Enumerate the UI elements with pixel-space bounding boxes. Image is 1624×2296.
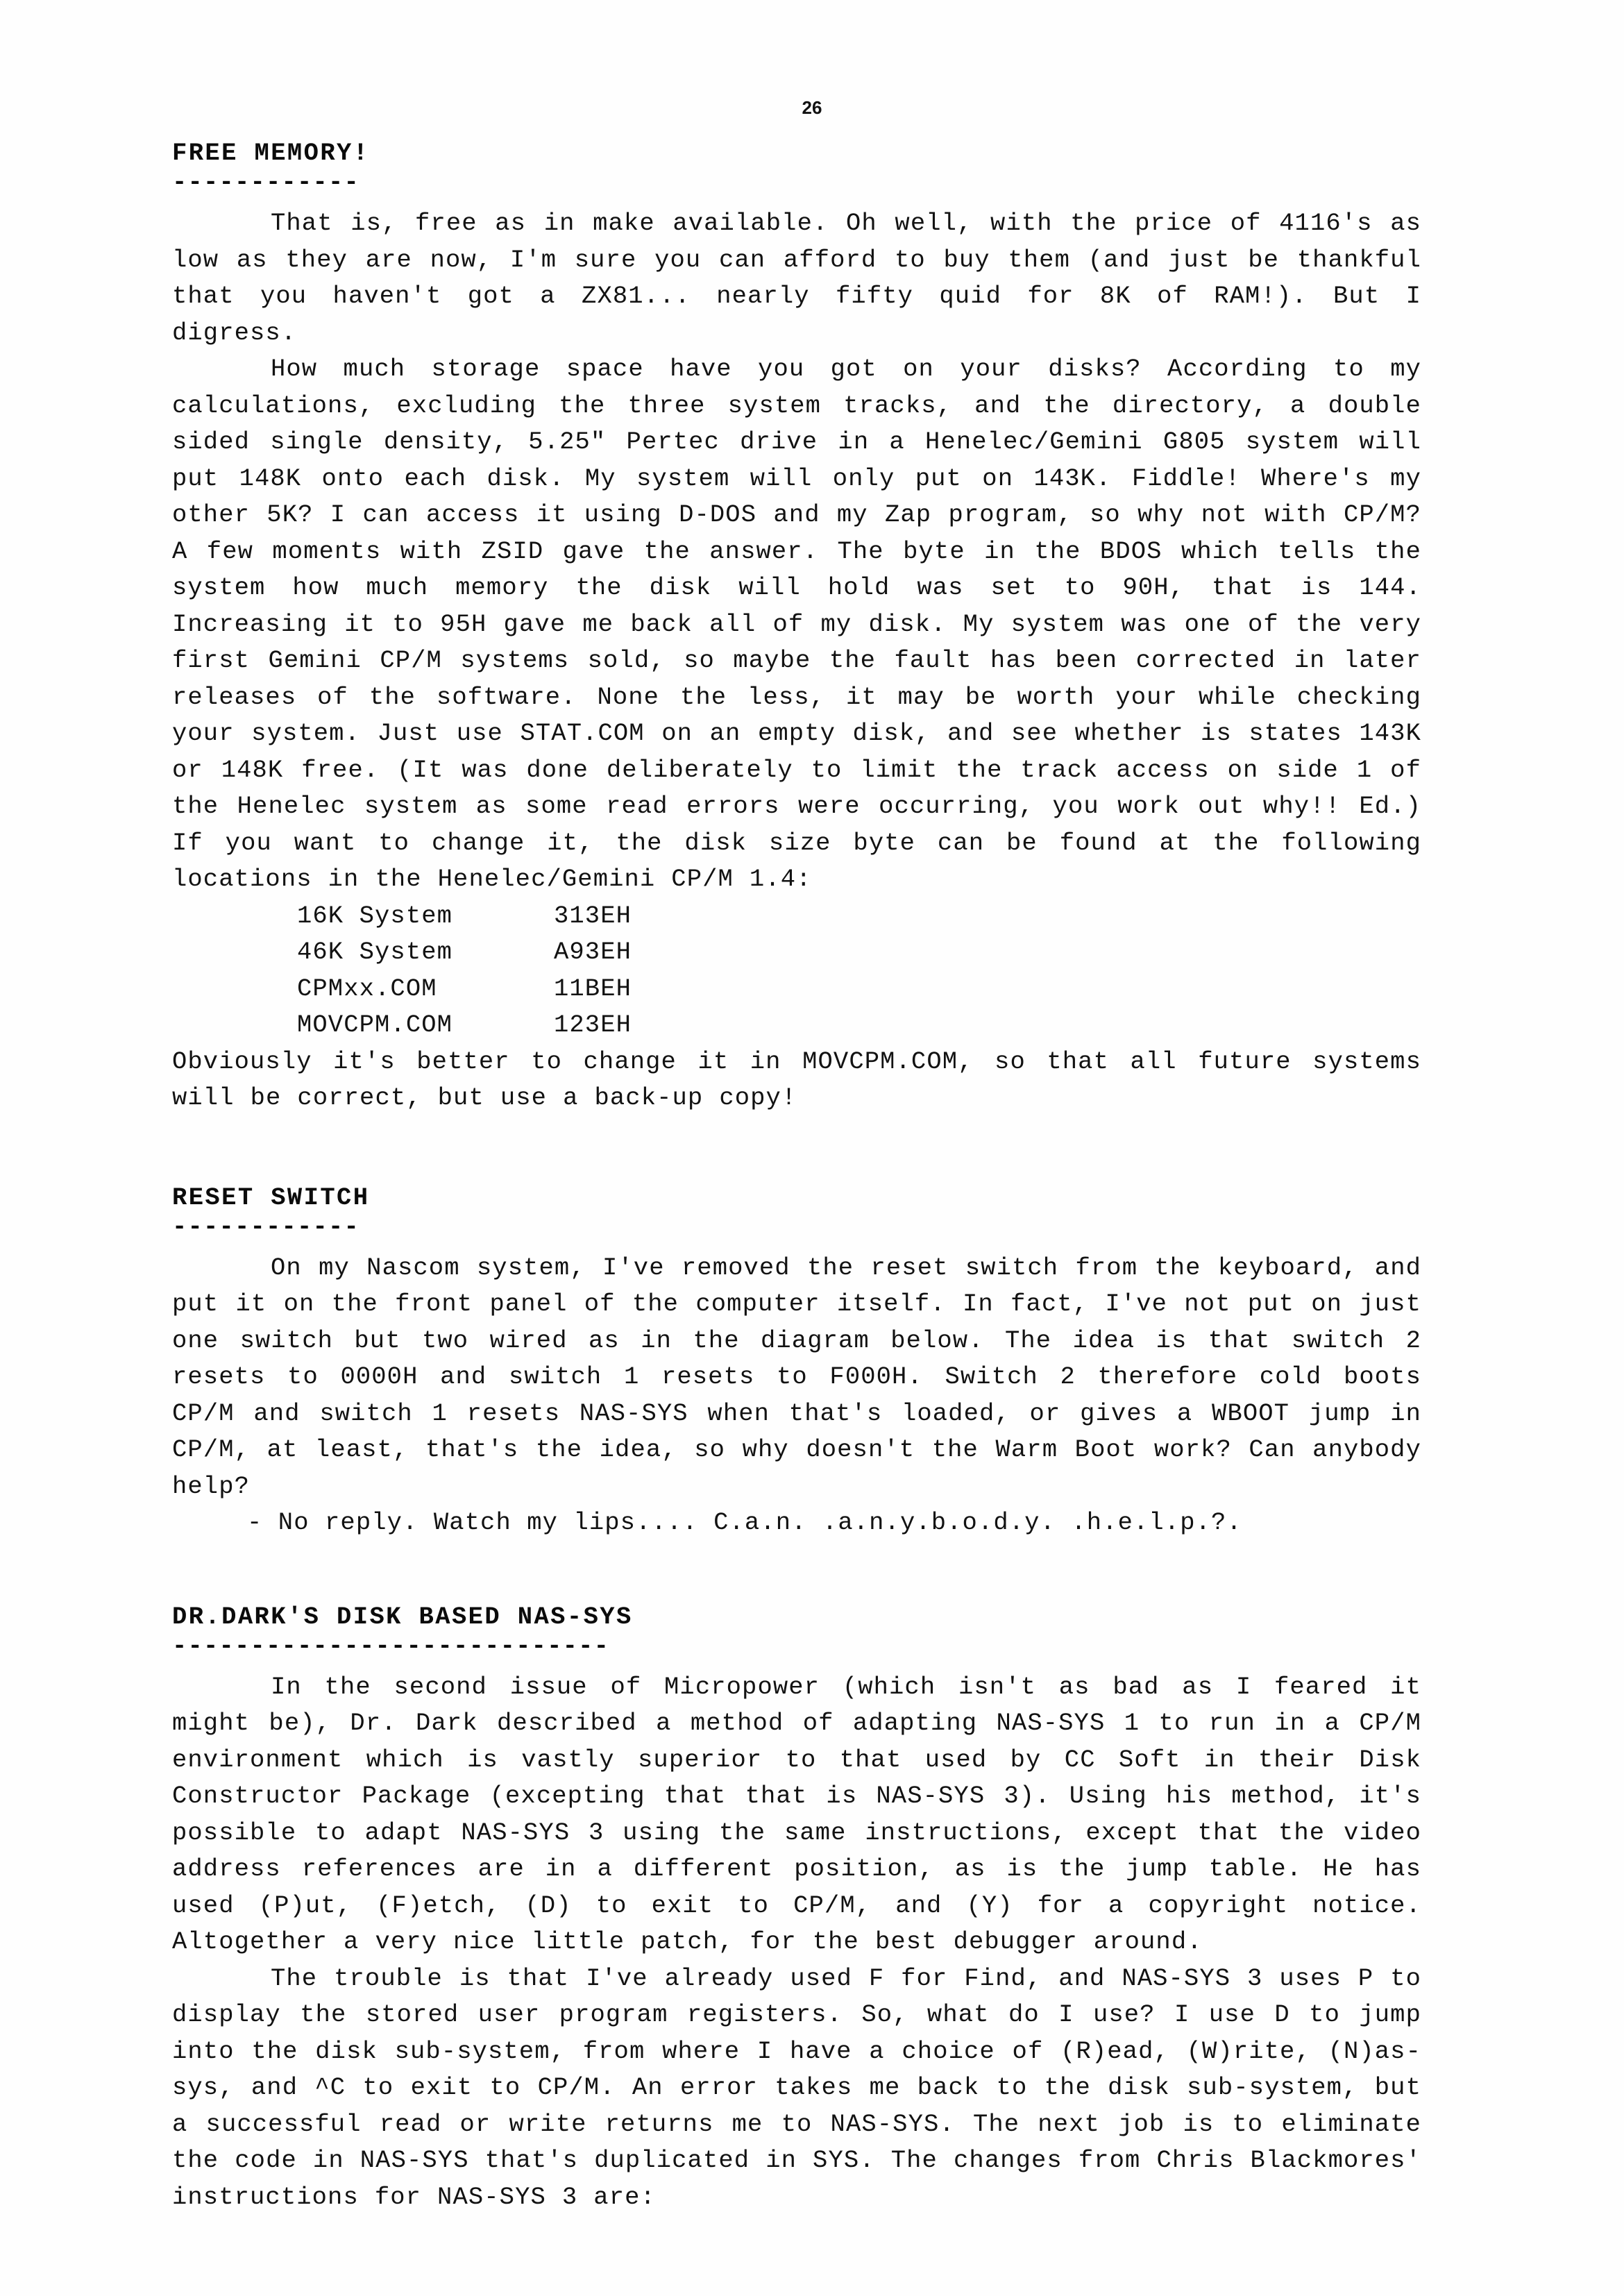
paragraph-reset-switch-1: On my Nascom system, I've removed the reset switch from the keyboard, and put it on the front panel of the computer itself. In fact, I've not put on just one switch but two wired as in the diagram below. The idea is that switch 2 resets to 0000H and switch 1 resets to F000H. Switch 2 therefore cold boots CP/M and switch 1 resets NAS-SYS when that's loaded, or gives a WBOOT jump in CP/M, at least, that's the idea, so why doesn't the Warm Boot work? Can anybody help? xyxy=(172,1253,1421,1501)
spacer xyxy=(172,1117,1421,1181)
location-name: CPMxx.COM xyxy=(297,974,437,1003)
paragraph-free-memory-1: That is, free as in make available. Oh well, with the price of 4116's as low as they are now, I'm sure you can afford to buy them (and just be thankful that you haven't got a ZX81... nearly fifty quid for 8K of RAM!). But I digress. xyxy=(172,209,1421,347)
location-address: 313EH xyxy=(554,901,632,930)
spacer xyxy=(172,1662,1421,1669)
paragraph-dr-darks-2: The trouble is that I've already used F for Find, and NAS-SYS 3 uses P to display the stored user program registers. So, what do I use? I use D to jump into the disk sub-system, from where I have a choice of (R)ead, (W)rite, (N)as-sys, and ^C to exit to CP/M. An error takes me back to the disk sub-system, but a successful read or write returns me to NAS-SYS. The next job is to eliminate the code in NAS-SYS that's duplicated in SYS. The changes from Chris Blackmores' instructions for NAS-SYS 3 are: xyxy=(172,1964,1421,2211)
paragraph-reset-switch-reply: - No reply. Watch my lips.... C.a.n. .a.n.y.b.o.d.y. .h.e.l.p.?. xyxy=(247,1508,1242,1537)
paragraph-dr-darks-1: In the second issue of Micropower (which isn't as bad as I feared it might be), Dr. Dark described a method of adapting NAS-SYS 1 to run in a CP/M environment which is vastly superior to that used by CC Soft in their Disk Constructor Package (excepting that that is NAS-SYS 3). Using his method, it's possible to adapt NAS-SYS 3 using the same instructions, except that the video address references are in a different position, as is the jump table. He has used (P)ut, (F)etch, (D) to exit to CP/M, and (Y) for a copyright notice. Altogether a very nice little patch, for the best debugger around. xyxy=(172,1672,1421,1956)
spacer xyxy=(172,199,1421,205)
spacer xyxy=(172,1542,1421,1600)
location-address: A93EH xyxy=(554,938,632,966)
spacer xyxy=(172,1243,1421,1250)
section-rule-reset-switch: ------------ xyxy=(172,1215,360,1239)
table-row xyxy=(297,934,632,971)
location-name: 46K System xyxy=(297,938,453,966)
table-row xyxy=(297,971,632,1008)
section-heading-reset-switch: RESET SWITCH xyxy=(172,1183,370,1212)
location-address: 123EH xyxy=(554,1011,632,1039)
paragraph-free-memory-closing: Obviously it's better to change it in MOVCPM.COM, so that all future systems will be correct, but use a back-up copy! xyxy=(172,1047,1421,1112)
section-dr-darks-nas-sys xyxy=(172,1600,1421,2216)
section-reset-switch xyxy=(172,1181,1421,1542)
location-name: MOVCPM.COM xyxy=(297,1011,453,1039)
section-free-memory xyxy=(172,136,1421,1117)
location-address: 11BEH xyxy=(554,974,632,1003)
section-heading-dr-darks: DR.DARK'S DISK BASED NAS-SYS xyxy=(172,1602,633,1631)
section-rule-dr-darks: ---------------------------- xyxy=(172,1634,610,1658)
section-heading-free-memory: FREE MEMORY! xyxy=(172,139,370,167)
paragraph-free-memory-2: How much storage space have you got on your disks? According to my calculations, excluding the three system tracks, and the directory, a double sided single density, 5.25" Pertec drive in a Henelec/Gemini G805 system will put 148K onto each disk. My system will only put on 143K. Fiddle! Where's my other 5K? I can access it using D-DOS and my Zap program, so why not with CP/M? A few moments with ZSID gave the answer. The byte in the BDOS which tells the system how much memory the disk will hold was set to 90H, that is 144. Increasing it to 95H gave me back all of my disk. My system was one of the very first Gemini CP/M systems sold, so maybe the fault has been corrected in later releases of the software. None the less, it may be worth your while checking your system. Just use STAT.COM on an empty disk, and see whether is states 143K or 148K free. (It was done deliberately to limit the track access on side 1 of the Henelec system as some read errors were occurring, you work out why!! Ed.) If you want to change it, the disk size byte can be found at the following locations in the Henelec/Gemini CP/M 1.4: xyxy=(172,355,1421,893)
page-number: 26 xyxy=(802,97,822,118)
table-row xyxy=(297,1007,632,1044)
table-row xyxy=(297,898,632,935)
section-rule-free-memory: ------------ xyxy=(172,171,360,194)
location-name: 16K System xyxy=(297,901,453,930)
page-content xyxy=(172,136,1421,2215)
memory-locations-table xyxy=(297,898,632,1044)
